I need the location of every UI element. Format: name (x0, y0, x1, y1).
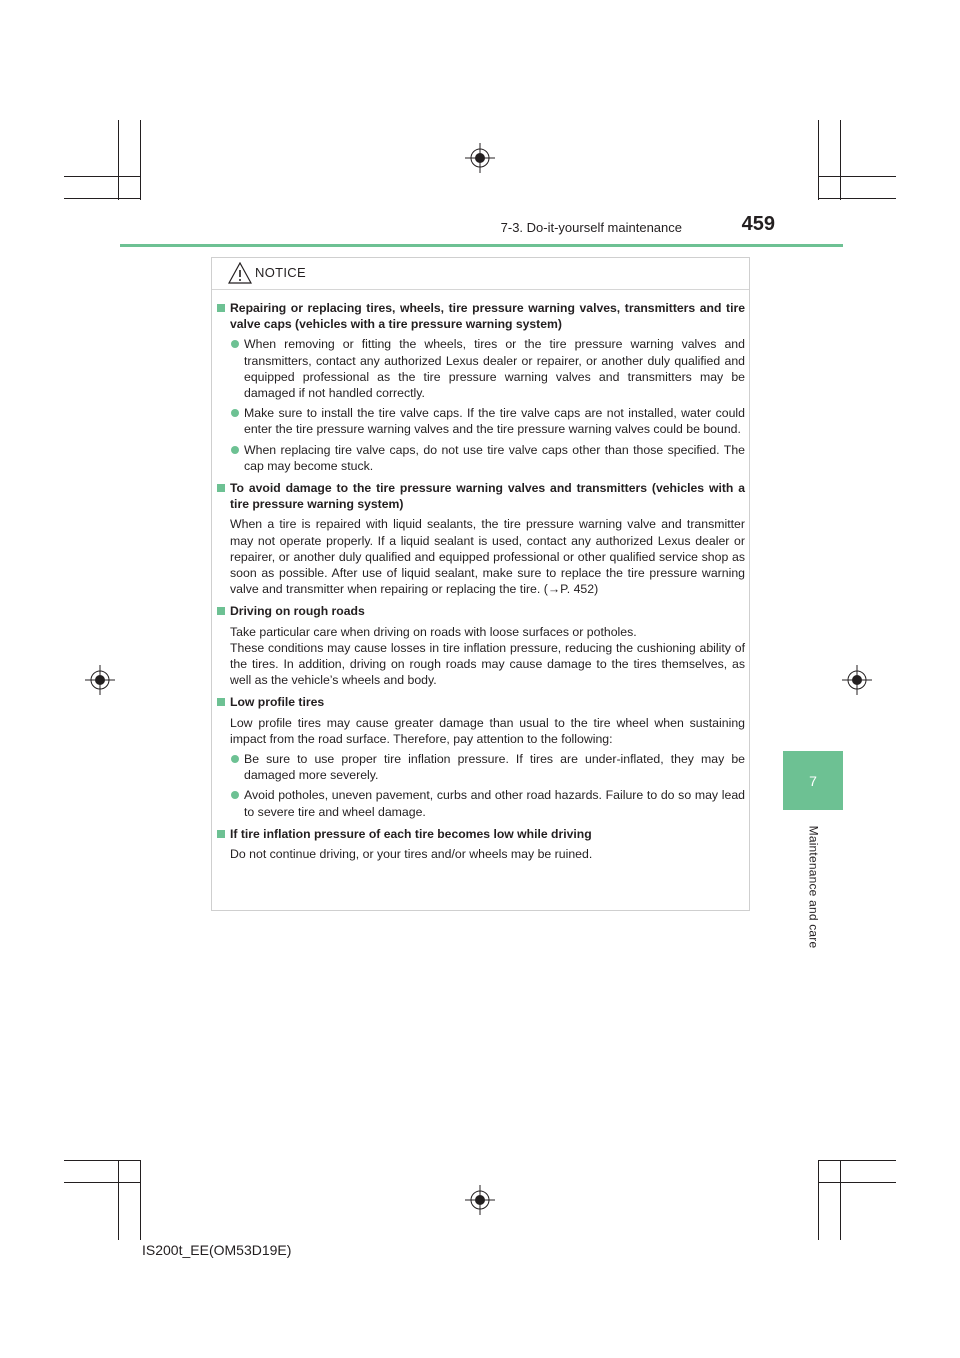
notice-section (216, 480, 745, 597)
section-paragraph: Take particular care when driving on roads with loose surfaces or potholes. (230, 624, 637, 639)
section-paragraph: These conditions may cause losses in tire inflation pressure, reducing the cushioning ability of the tires. In addition, driving on rough roads may cause damage to the tires themselves, as well as the vehicle’s wheels and body. (230, 640, 745, 688)
section-heading: To avoid damage to the tire pressure warning valves and transmitters (vehicles with a tire pressure warning system) (216, 480, 745, 512)
notice-section (216, 603, 745, 688)
crop-mark (818, 1160, 819, 1240)
bullet-item: Avoid potholes, uneven pavement, curbs and other road hazards. Failure to do so may lead to severe tire and wheel damage. (216, 787, 745, 819)
section-heading: Driving on rough roads (216, 603, 745, 619)
crop-mark (818, 1182, 896, 1183)
bullet-item: Make sure to install the tire valve caps. If the tire valve caps are not installed, water could enter the tire pressure warning valves and the tire pressure warning valves could be bound. (216, 405, 745, 437)
crop-mark (840, 120, 841, 200)
section-paragraph: Low profile tires may cause greater damage than usual to the tire wheel when sustaining impact from the road surface. Therefore, pay attention to the following: (230, 715, 745, 746)
section-heading: If tire inflation pressure of each tire becomes low while driving (216, 826, 745, 842)
circle-bullet-icon (231, 409, 239, 417)
circle-bullet-icon (231, 755, 239, 763)
square-bullet-icon (217, 698, 225, 706)
chapter-title: Maintenance and care (806, 825, 820, 949)
notice-title: NOTICE (255, 265, 306, 280)
document-code: IS200t_EE(OM53D19E) (142, 1242, 292, 1258)
warning-triangle-icon (228, 262, 252, 284)
notice-section (216, 826, 745, 862)
crop-mark (118, 1160, 119, 1240)
bullet-item: When removing or fitting the wheels, tires or the tire pressure warning valves and transmitters, contact any authorized Lexus dealer or repairer, or another duly qualified and equipped professional as the tire pressure warning valves and transmitters may be damaged if not handled correctly. (216, 336, 745, 401)
crop-mark (818, 176, 896, 177)
page-number: 459 (741, 213, 775, 235)
registration-mark-icon (842, 665, 872, 695)
square-bullet-icon (217, 830, 225, 838)
crop-mark (818, 120, 819, 200)
crop-mark (118, 120, 119, 200)
header-divider (120, 244, 843, 247)
section-heading: Low profile tires (216, 694, 745, 710)
crop-mark (818, 1160, 896, 1161)
chapter-title-vertical (783, 812, 843, 962)
registration-mark-icon (85, 665, 115, 695)
registration-mark-icon (465, 143, 495, 173)
section-paragraph: Do not continue driving, or your tires and/or wheels may be ruined. (230, 847, 593, 862)
notice-section (216, 694, 745, 819)
bullet-item: Be sure to use proper tire inflation pressure. If tires are under-inflated, they may be damaged more severely. (216, 751, 745, 783)
notice-header (212, 258, 749, 290)
circle-bullet-icon (231, 791, 239, 799)
crop-mark (140, 1160, 141, 1240)
square-bullet-icon (217, 484, 225, 492)
crop-mark (64, 176, 140, 177)
section-heading: Repairing or replacing tires, wheels, tire pressure warning valves, transmitters and tire valve caps (vehicles with a tire pressure warning system) (216, 300, 745, 332)
chapter-tab (783, 751, 843, 810)
crop-mark (840, 1160, 841, 1240)
section-title: 7-3. Do-it-yourself maintenance (500, 220, 682, 235)
section-paragraph: When a tire is repaired with liquid sealants, the tire pressure warning valve and transmitter may not operate properly. If a liquid sealant is used, contact any authorized Lexus dealer or repairer, or another duly qualified and equipped professional or other qualified service shop as soon as possible. After use of liquid sealant, make sure to replace the tire pressure warning valve and transmitter when repairing or replacing the tire. (→P. 452) (230, 517, 745, 597)
notice-content (216, 300, 745, 868)
notice-section (216, 300, 745, 474)
square-bullet-icon (217, 607, 225, 615)
notice-box (211, 257, 750, 911)
crop-mark (64, 1182, 140, 1183)
circle-bullet-icon (231, 340, 239, 348)
chapter-number: 7 (809, 772, 817, 789)
circle-bullet-icon (231, 446, 239, 454)
square-bullet-icon (217, 304, 225, 312)
crop-mark (64, 1160, 140, 1161)
crop-mark (818, 198, 896, 199)
registration-mark-icon (465, 1185, 495, 1215)
crop-mark (64, 198, 140, 199)
crop-mark (140, 120, 141, 200)
bullet-item: When replacing tire valve caps, do not use tire valve caps other than those specified. The cap may become stuck. (216, 442, 745, 474)
